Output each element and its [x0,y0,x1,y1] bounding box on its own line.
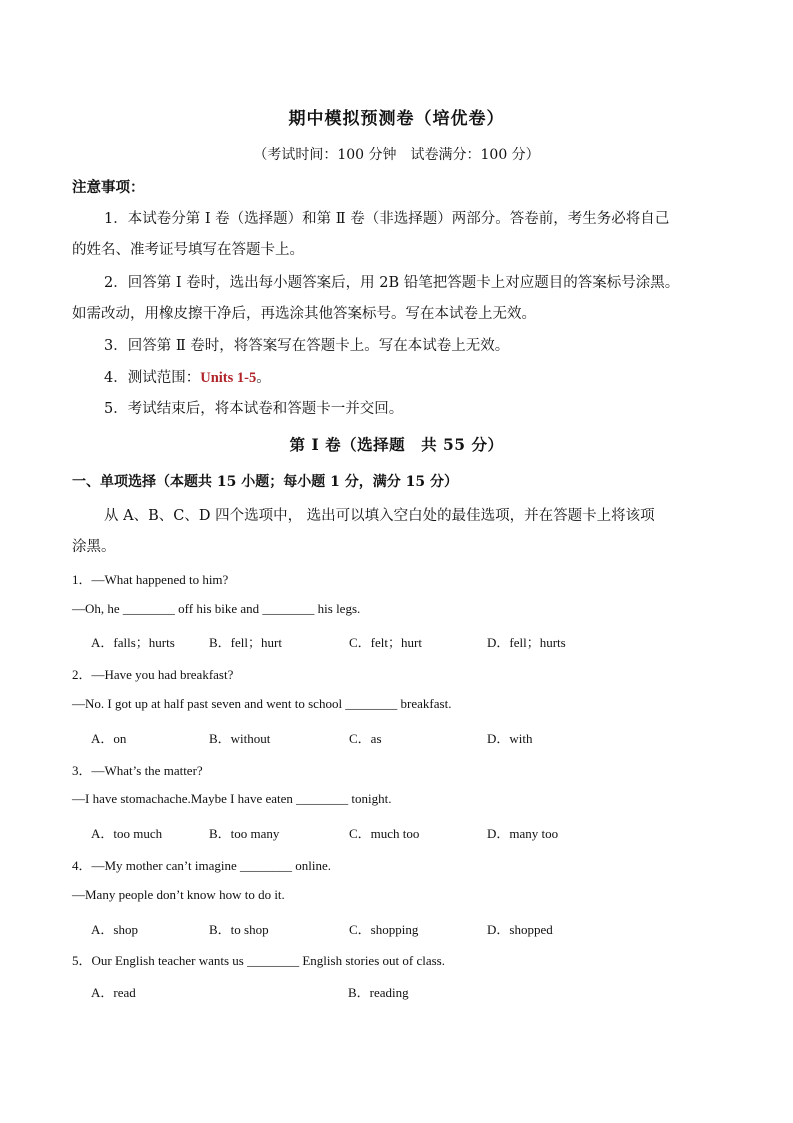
question-3-stem: 3．—What’s the matter? [72,763,203,778]
question-2-option-d: D．with [487,731,533,746]
question-4-stem-2: —Many people don’t know how to do it. [72,887,285,902]
question-3-stem-2: —I have stomachache.Maybe I have eaten ________ tonight. [72,791,392,806]
instruction-line-1: 从 A、B、C、D 四个选项中， 选出可以填入空白处的最佳选项，并在答题卡上将该项 [104,508,655,524]
notice-item-1-line-2: 的姓名、准考证号填写在答题卡上。 [72,242,304,258]
notice-heading: 注意事项： [72,179,145,196]
question-3-option-a: A．too much [91,826,163,841]
question-4-stem: 4．—My mother can’t imagine ________ online. [72,858,331,873]
exam-info: （考试时间：100 分钟 试卷满分：100 分） [253,147,540,163]
question-3-option-b: B．too many [209,826,280,841]
question-2-stem-2: —No. I got up at half past seven and went to school ________ breakfast. [72,696,452,711]
question-4-option-b: B．to shop [209,922,269,937]
question-5-option-b: B．reading [348,985,409,1000]
notice-item-2-line-2: 如需改动，用橡皮擦干净后，再选涂其他答案标号。写在本试卷上无效。 [72,306,536,322]
question-3-option-d: D．many too [487,826,559,841]
page-title: 期中模拟预测卷（培优卷） [288,109,505,129]
question-1-option-b: B．fell；hurt [209,635,282,650]
question-2-option-c: C．as [349,731,382,746]
notice-item-4 [104,366,271,387]
question-4-option-c: C．shopping [349,922,419,937]
notice-item-4-prefix: 4．测试范围： [104,370,201,386]
instruction-line-2: 涂黑。 [72,539,116,555]
question-1-option-a: A．falls；hurts [91,635,175,650]
question-5-stem: 5．Our English teacher wants us ________ English stories out of class. [72,953,445,968]
question-1-option-c: C．felt；hurt [349,635,422,650]
question-1-stem: 1．—What happened to him? [72,572,229,587]
part-one-title: 第 I 卷（选择题 共 55 分） [289,435,504,454]
question-2-stem: 2．—Have you had breakfast? [72,667,234,682]
question-4-option-a: A．shop [91,922,138,937]
notice-item-4-suffix: 。 [256,370,271,386]
question-3-option-c: C．much too [349,826,420,841]
test-range: Units 1-5 [200,370,257,386]
section-heading: 一、单项选择（本题共 15 小题；每小题 1 分，满分 15 分） [72,474,458,490]
question-1-stem-2: —Oh, he ________ off his bike and ________ his legs. [72,601,361,616]
question-1-option-d: D．fell；hurts [487,635,566,650]
notice-item-1-line-1: 1．本试卷分第 I 卷（选择题）和第 Ⅱ 卷（非选择题）两部分。答卷前，考生务必将自己 [104,211,670,227]
notice-item-2-line-1: 2．回答第 I 卷时，选出每小题答案后，用 2B 铅笔把答题卡上对应题目的答案标号涂黑。 [104,275,680,291]
question-2-option-a: A．on [91,731,127,746]
question-4-option-d: D．shopped [487,922,553,937]
notice-item-5: 5．考试结束后，将本试卷和答题卡一并交回。 [104,401,404,417]
question-5-option-a: A．read [91,985,136,1000]
question-2-option-b: B．without [209,731,271,746]
notice-item-3: 3．回答第 Ⅱ 卷时，将答案写在答题卡上。写在本试卷上无效。 [104,338,510,354]
